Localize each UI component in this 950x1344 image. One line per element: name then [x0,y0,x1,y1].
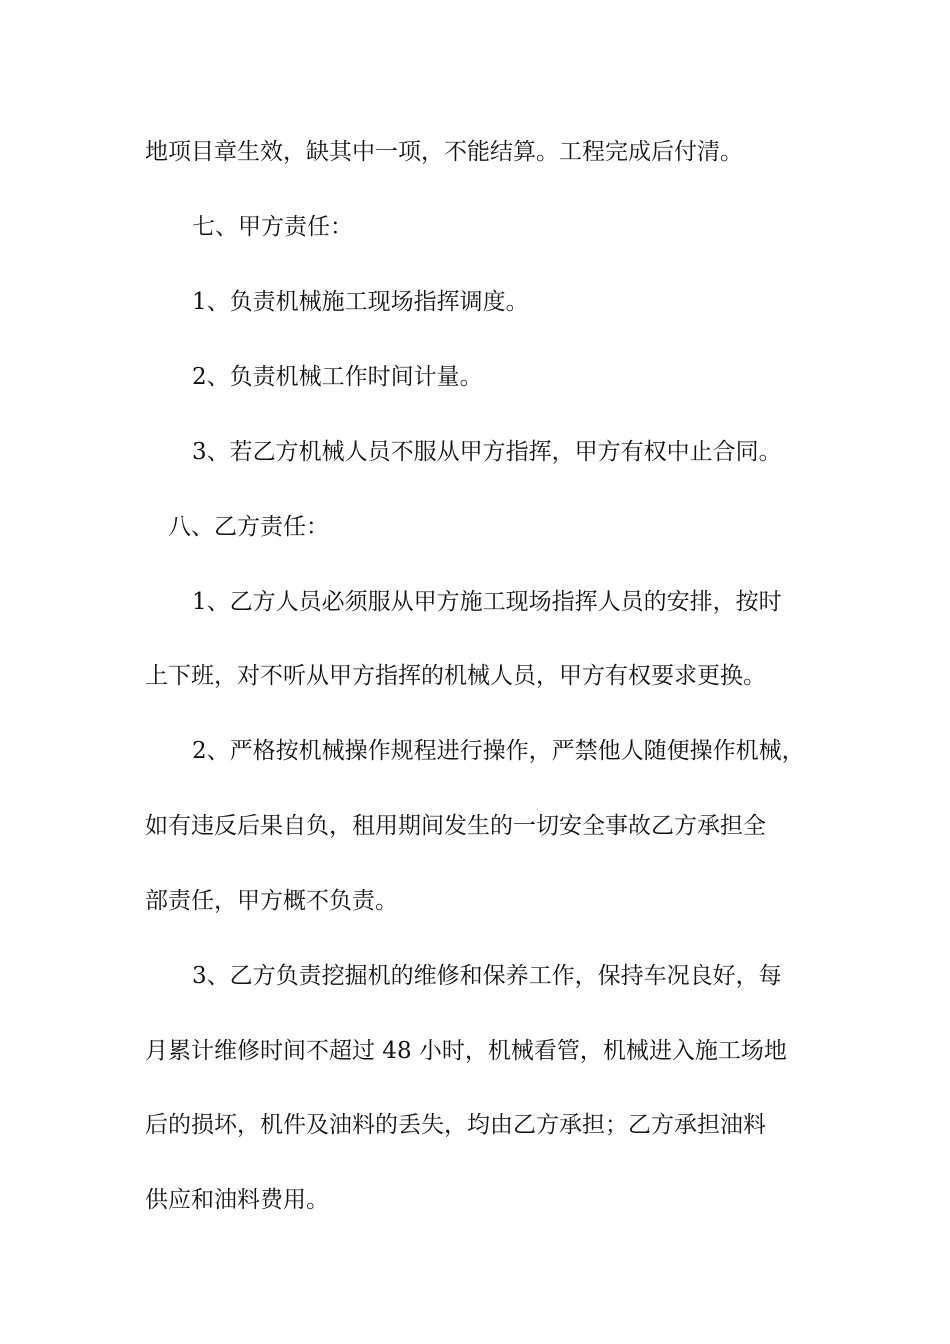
party-a-item-1: 1、负责机械施工现场指挥调度。 [192,289,529,315]
section-heading-party-b: 八、乙方责任： [168,514,329,540]
section-heading-party-a: 七、甲方责任： [192,214,353,240]
party-b-item-2-line-2: 如有违反后果自负，租用期间发生的一切安全事故乙方承担全 [145,813,766,839]
party-b-item-3-line-1: 3、乙方负责挖掘机的维修和保养工作，保持车况良好，每 [192,963,782,989]
party-b-item-3-line-3: 后的损坏，机件及油料的丢失，均由乙方承担；乙方承担油料 [145,1112,766,1138]
paragraph-line-payment-terms: 地项目章生效，缺其中一项，不能结算。工程完成后付清。 [145,139,743,165]
party-b-item-2-line-3: 部责任，甲方概不负责。 [145,888,398,914]
party-a-item-2: 2、负责机械工作时间计量。 [192,364,483,390]
party-b-item-3-line-4: 供应和油料费用。 [145,1187,329,1213]
party-a-item-3: 3、若乙方机械人员不服从甲方指挥，甲方有权中止合同。 [192,439,782,465]
party-b-item-3-line-2: 月累计维修时间不超过 48 小时，机械看管，机械进入施工场地 [145,1038,787,1064]
party-b-item-1-line-1: 1、乙方人员必须服从甲方施工现场指挥人员的安排，按时 [192,589,782,615]
party-b-item-1-line-2: 上下班，对不听从甲方指挥的机械人员，甲方有权要求更换。 [145,663,766,689]
party-b-item-2-line-1: 2、严格按机械操作规程进行操作，严禁他人随便操作机械， [192,738,805,764]
